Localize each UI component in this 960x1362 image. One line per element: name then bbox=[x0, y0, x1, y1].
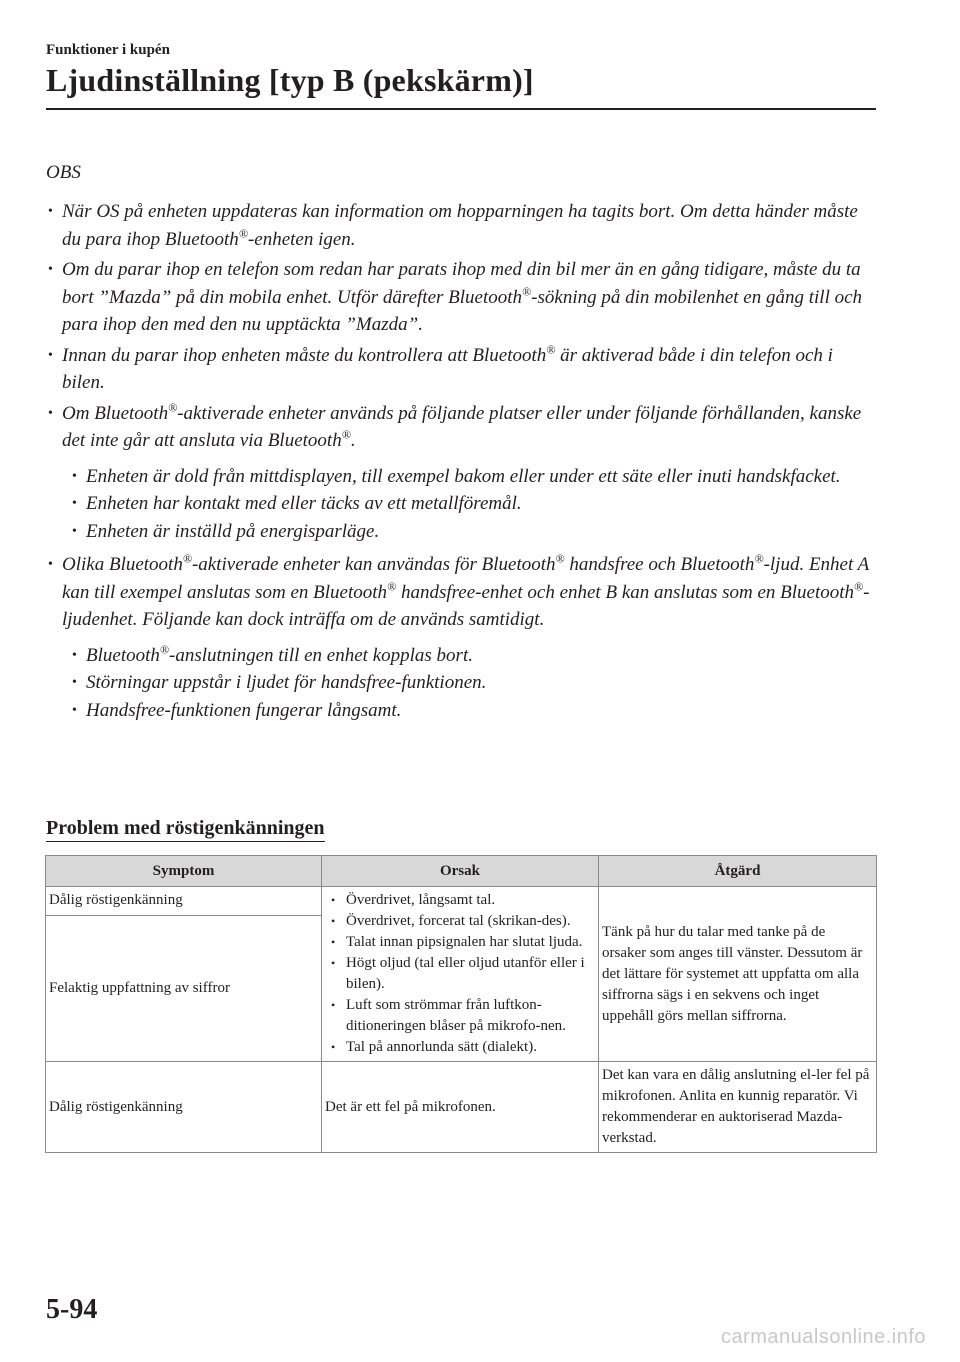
cause-item bbox=[325, 890, 595, 911]
bullet: • bbox=[331, 914, 336, 928]
note-item bbox=[46, 551, 876, 634]
note-item bbox=[46, 342, 876, 397]
note-text: handsfree och Bluetooth bbox=[564, 554, 755, 575]
bullet: • bbox=[48, 405, 53, 421]
registered-mark: ® bbox=[555, 551, 565, 566]
registered-mark: ® bbox=[238, 226, 248, 241]
page-title: Ljudinställning [typ B (pekskärm)] bbox=[46, 62, 534, 98]
sub-text: Enheten har kontakt med eller täcks av ett metallföremål. bbox=[86, 493, 522, 514]
registered-mark: ® bbox=[387, 579, 397, 594]
remedy-cell: Det kan vara en dålig anslutning el-ler fel på mikrofonen. Anlita en kunnig reparatör. Vi rekommenderar en auktoriserad Mazda-verkstad. bbox=[599, 1062, 877, 1153]
bullet: • bbox=[72, 496, 77, 511]
note-text: -aktiverade enheter används på följande platser eller under följande förhållanden, kanske det inte går att ansluta via Bluetooth bbox=[62, 402, 862, 451]
note-text: Om Bluetooth bbox=[62, 402, 169, 424]
bullet: • bbox=[48, 557, 53, 572]
note-text: -ljudenhet. Följande kan dock inträffa om de används samtidigt. bbox=[62, 581, 870, 630]
cause-text: Överdrivet, långsamt tal. bbox=[346, 892, 496, 908]
troubleshooting-table bbox=[45, 855, 877, 1153]
sub-item bbox=[46, 490, 876, 518]
bullet: • bbox=[72, 523, 77, 539]
symptom-cell: Dålig röstigenkänning bbox=[46, 1062, 322, 1153]
title-divider bbox=[46, 108, 876, 110]
cause-item bbox=[325, 995, 595, 1037]
bullet: • bbox=[72, 647, 77, 663]
registered-mark: ® bbox=[754, 551, 764, 566]
obs-label: OBS bbox=[46, 162, 81, 183]
registered-mark: ® bbox=[159, 642, 170, 657]
bullet: • bbox=[72, 468, 77, 484]
registered-mark: ® bbox=[182, 551, 192, 566]
cause-text: Tal på annorlunda sätt (dialekt). bbox=[346, 1039, 537, 1055]
sub-list bbox=[46, 642, 876, 725]
note-text: är aktiverad både i din telefon och i bilen. bbox=[62, 344, 833, 393]
page-number: 5-94 bbox=[46, 1294, 98, 1325]
registered-mark: ® bbox=[341, 427, 351, 442]
cause-cell bbox=[322, 887, 599, 1062]
notes-list bbox=[46, 198, 876, 730]
note-item bbox=[46, 256, 876, 339]
table-row bbox=[46, 1062, 877, 1153]
bullet: • bbox=[48, 347, 53, 363]
cause-item bbox=[325, 953, 595, 995]
bullet: • bbox=[331, 893, 336, 907]
note-text: Olika Bluetooth bbox=[62, 554, 183, 575]
bullet: • bbox=[72, 702, 77, 718]
column-header: Orsak bbox=[322, 856, 599, 887]
sub-text: Bluetooth bbox=[86, 644, 160, 666]
section-label: Funktioner i kupén bbox=[46, 42, 170, 58]
registered-mark: ® bbox=[546, 342, 556, 357]
cause-item bbox=[325, 911, 595, 932]
cause-cell: Det är ett fel på mikrofonen. bbox=[322, 1062, 599, 1153]
sub-item bbox=[46, 518, 876, 546]
bullet: • bbox=[331, 998, 336, 1012]
bullet: • bbox=[331, 935, 336, 949]
bullet: • bbox=[48, 262, 53, 277]
note-text: -aktiverade enheter kan användas för Bluetooth bbox=[191, 554, 556, 575]
cause-text: Talat innan pipsignalen har slutat ljuda. bbox=[346, 934, 583, 950]
note-text: Om du parar ihop en telefon som redan har parats ihop med din bil mer än en gång tidigare, måste du ta bort ”Mazda” på din mobila enhet. Utför därefter Bluetooth bbox=[62, 259, 861, 308]
note-item bbox=[46, 400, 876, 455]
sub-text: Störningar uppstår i ljudet för handsfree-funktionen. bbox=[86, 672, 487, 693]
note-text: När OS på enheten uppdateras kan information om hopparningen ha tagits bort. Om detta händer måste du para ihop Bluetooth bbox=[62, 201, 858, 250]
sub-item bbox=[46, 463, 876, 491]
cause-text: Luft som strömmar från luftkon-ditioneringen blåser på mikrofo-nen. bbox=[346, 997, 566, 1034]
note-text: handsfree-enhet och enhet B kan anslutas som en Bluetooth bbox=[396, 581, 855, 603]
sub-text: Enheten är inställd på energisparläge. bbox=[86, 520, 380, 542]
sub-item bbox=[46, 697, 876, 725]
sub-text: -anslutningen till en enhet kopplas bort. bbox=[169, 644, 473, 666]
note-text: . bbox=[350, 430, 356, 451]
note-text: -enheten igen. bbox=[247, 228, 356, 250]
sub-item bbox=[46, 642, 876, 670]
cause-item bbox=[325, 932, 595, 953]
column-header: Symptom bbox=[46, 856, 322, 887]
symptom-cell: Dålig röstigenkänning bbox=[46, 887, 322, 916]
sub-text: Handsfree-funktionen fungerar långsamt. bbox=[86, 699, 402, 721]
note-text: -sökning på din mobilenhet en gång till och para ihop den med den nu upptäckta ”Mazda”. bbox=[62, 286, 863, 335]
cause-text: Högt oljud (tal eller oljud utanför eller i bilen). bbox=[346, 955, 585, 992]
column-header: Åtgärd bbox=[599, 856, 877, 887]
note-text: -ljud. Enhet A kan till exempel anslutas som en Bluetooth bbox=[62, 554, 869, 603]
sub-item bbox=[46, 669, 876, 697]
cause-text: Överdrivet, forcerat tal (skrikan-des). bbox=[346, 913, 571, 929]
note-text: Innan du parar ihop enheten måste du kontrollera att Bluetooth bbox=[62, 344, 547, 366]
remedy-cell: Tänk på hur du talar med tanke på de orsaker som anges till vänster. Dessutom är det lättare för systemet att uppfatta om alla siffrorna sägs i en sekvens och inget uppehåll görs mellan siffrorna. bbox=[599, 887, 877, 1062]
cause-item bbox=[325, 1037, 595, 1058]
section-heading: Problem med röstigenkänningen bbox=[46, 817, 325, 842]
watermark: carmanualsonline.info bbox=[720, 1326, 926, 1348]
note-item bbox=[46, 198, 876, 253]
table-row bbox=[46, 887, 877, 916]
registered-mark: ® bbox=[522, 284, 532, 299]
symptom-cell: Felaktig uppfattning av siffror bbox=[46, 916, 322, 1062]
sub-list bbox=[46, 463, 876, 546]
registered-mark: ® bbox=[168, 400, 178, 415]
sub-text: Enheten är dold från mittdisplayen, till exempel bakom eller under ett säte eller inuti handskfacket. bbox=[86, 465, 841, 487]
registered-mark: ® bbox=[854, 579, 864, 594]
table-header-row bbox=[46, 856, 877, 887]
bullet: • bbox=[331, 956, 336, 970]
bullet: • bbox=[331, 1040, 336, 1054]
cause-list bbox=[325, 890, 595, 1058]
bullet: • bbox=[72, 675, 77, 690]
bullet: • bbox=[48, 204, 53, 219]
